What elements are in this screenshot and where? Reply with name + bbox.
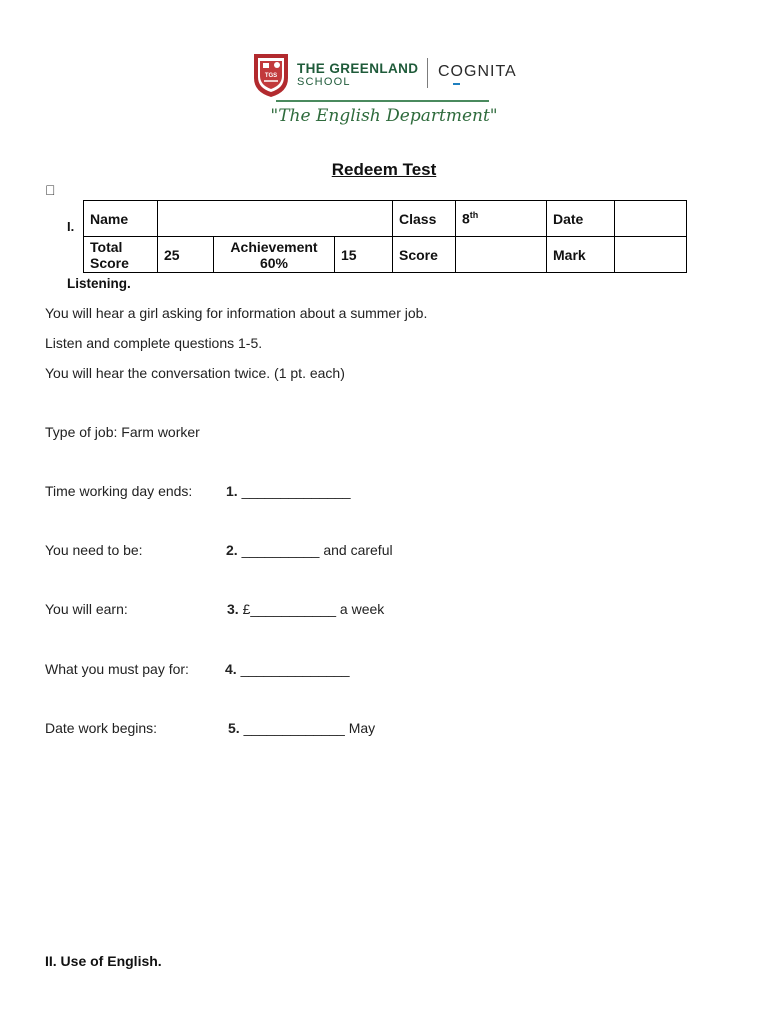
- question-answer-blank[interactable]: 1. ______________: [226, 483, 351, 499]
- class-label: Class: [393, 201, 456, 237]
- question-answer-blank[interactable]: 3. £___________ a week: [227, 601, 385, 617]
- mark-label: Mark: [547, 237, 615, 273]
- partner-logo-accent: [453, 83, 460, 85]
- mark-field[interactable]: [615, 237, 687, 273]
- question-label: You will earn:: [45, 601, 128, 617]
- table-row: [84, 237, 687, 273]
- achievement-value: 15: [335, 237, 393, 273]
- table-row: [84, 201, 687, 237]
- class-field[interactable]: [456, 201, 547, 237]
- crest-text: TGS: [264, 73, 278, 79]
- school-subtitle: SCHOOL: [297, 76, 351, 88]
- question-answer-blank[interactable]: 4. ______________: [225, 661, 350, 677]
- partner-logo-text: COGNITA: [438, 63, 517, 80]
- school-name: THE GREENLAND: [297, 61, 419, 76]
- student-info-table: [83, 200, 687, 273]
- score-field[interactable]: [456, 237, 547, 273]
- job-type-line: Type of job: Farm worker: [45, 424, 200, 440]
- page-title: Redeem Test: [331, 160, 437, 179]
- header-rule: [276, 100, 489, 102]
- class-value: 8: [462, 210, 470, 227]
- instruction-line: You will hear a girl asking for information about a summer job.: [45, 305, 428, 321]
- achievement-label: Achievement 60%: [214, 237, 335, 273]
- listening-heading: Listening.: [67, 276, 131, 291]
- score-label: Score: [393, 237, 456, 273]
- date-field[interactable]: [615, 201, 687, 237]
- question-label: Time working day ends:: [45, 483, 193, 499]
- glyph-mark: 𰀀: [45, 182, 56, 198]
- section-one-number: I.: [67, 219, 75, 234]
- total-score-label: Total Score: [84, 237, 158, 273]
- question-label: You need to be:: [45, 542, 143, 558]
- school-crest-icon: [252, 52, 290, 98]
- question-label: What you must pay for:: [45, 661, 189, 677]
- question-answer-blank[interactable]: 5. _____________ May: [228, 720, 376, 736]
- use-of-english-heading: II. Use of English.: [45, 953, 162, 969]
- class-suffix: th: [469, 210, 479, 221]
- question-answer-blank[interactable]: 2. __________ and careful: [226, 542, 393, 558]
- total-score-value: 25: [158, 237, 214, 273]
- question-label: Date work begins:: [45, 720, 158, 736]
- name-label: Name: [84, 201, 158, 237]
- instruction-line: Listen and complete questions 1-5.: [45, 335, 263, 351]
- date-label: Date: [547, 201, 615, 237]
- logo-divider: [427, 58, 428, 88]
- instruction-line: You will hear the conversation twice. (1 pt. each): [45, 365, 345, 381]
- department-name: "The English Department": [270, 106, 498, 126]
- name-field[interactable]: [158, 201, 393, 237]
